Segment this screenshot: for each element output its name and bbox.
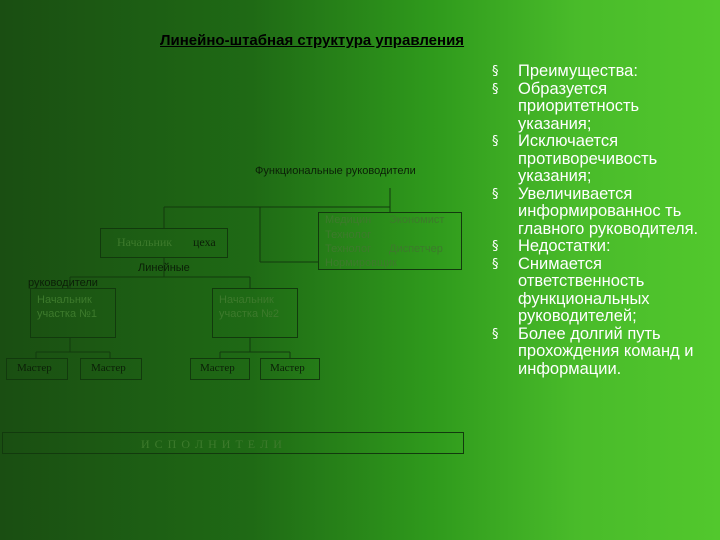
list-item — [492, 256, 716, 326]
list-item — [492, 186, 716, 239]
managers-label: руководители — [28, 277, 98, 289]
section-head-1-box — [30, 288, 116, 338]
master-label: Мастер — [270, 362, 305, 374]
list-item — [492, 81, 716, 134]
linear-label: Линейные — [138, 262, 190, 274]
functional-managers-box — [318, 212, 462, 270]
executors-bar — [2, 432, 464, 454]
section-head-2-box — [212, 288, 298, 338]
master-label: Мастер — [91, 362, 126, 374]
functional-cell: Медицин — [325, 214, 372, 226]
list-item-text: Увеличивается информированнос ть главного руководителя. — [518, 184, 699, 238]
list-item-text: Снимается ответственность функциональных руководителей; — [518, 254, 650, 325]
section-head-1-label: Начальник участка №1 — [37, 294, 98, 320]
shop-head-label: цеха — [193, 235, 216, 249]
list-item — [492, 63, 716, 81]
list-item-text: Преимущества: — [518, 62, 638, 80]
square-bullet-icon: § — [492, 186, 499, 202]
master-box-1 — [6, 358, 68, 380]
square-bullet-icon: § — [492, 64, 499, 79]
square-bullet-icon: § — [492, 134, 499, 149]
master-label: Мастер — [200, 362, 235, 374]
square-bullet-icon: § — [492, 256, 499, 272]
functional-cell: Нормировщик — [325, 257, 397, 269]
square-bullet-icon: § — [492, 239, 499, 254]
functional-cell: Диспетчер — [389, 243, 443, 255]
list-item-text: Более долгий путь прохождения команд и информации. — [518, 324, 694, 378]
master-label: Мастер — [17, 362, 52, 374]
list-item — [492, 133, 716, 186]
list-item — [492, 326, 716, 379]
master-box-2 — [80, 358, 142, 380]
master-box-4 — [260, 358, 320, 380]
list-item-text: Образуется приоритетность указания; — [518, 79, 640, 133]
functional-managers-label: Функциональные руководители — [255, 165, 416, 177]
shop-head-box — [100, 228, 228, 258]
functional-cell: Технолог — [325, 229, 372, 241]
functional-cell: Экономист — [389, 214, 445, 226]
list-item — [492, 238, 716, 256]
executors-label: И С П О Л Н И Т Е Л И — [141, 437, 283, 451]
advantages-disadvantages-list — [492, 63, 716, 378]
functional-cell: Технолог — [325, 243, 372, 255]
square-bullet-icon: § — [492, 81, 499, 97]
shop-head-label-faint: Начальник — [117, 235, 173, 249]
list-item-text: Недостатки: — [518, 237, 611, 255]
square-bullet-icon: § — [492, 326, 499, 342]
master-box-3 — [190, 358, 250, 380]
page-title: Линейно-штабная структура управления — [160, 32, 465, 49]
list-item-text: Исключается противоречивость указания; — [518, 132, 658, 185]
section-head-2-label: Начальник участка №2 — [219, 294, 280, 320]
